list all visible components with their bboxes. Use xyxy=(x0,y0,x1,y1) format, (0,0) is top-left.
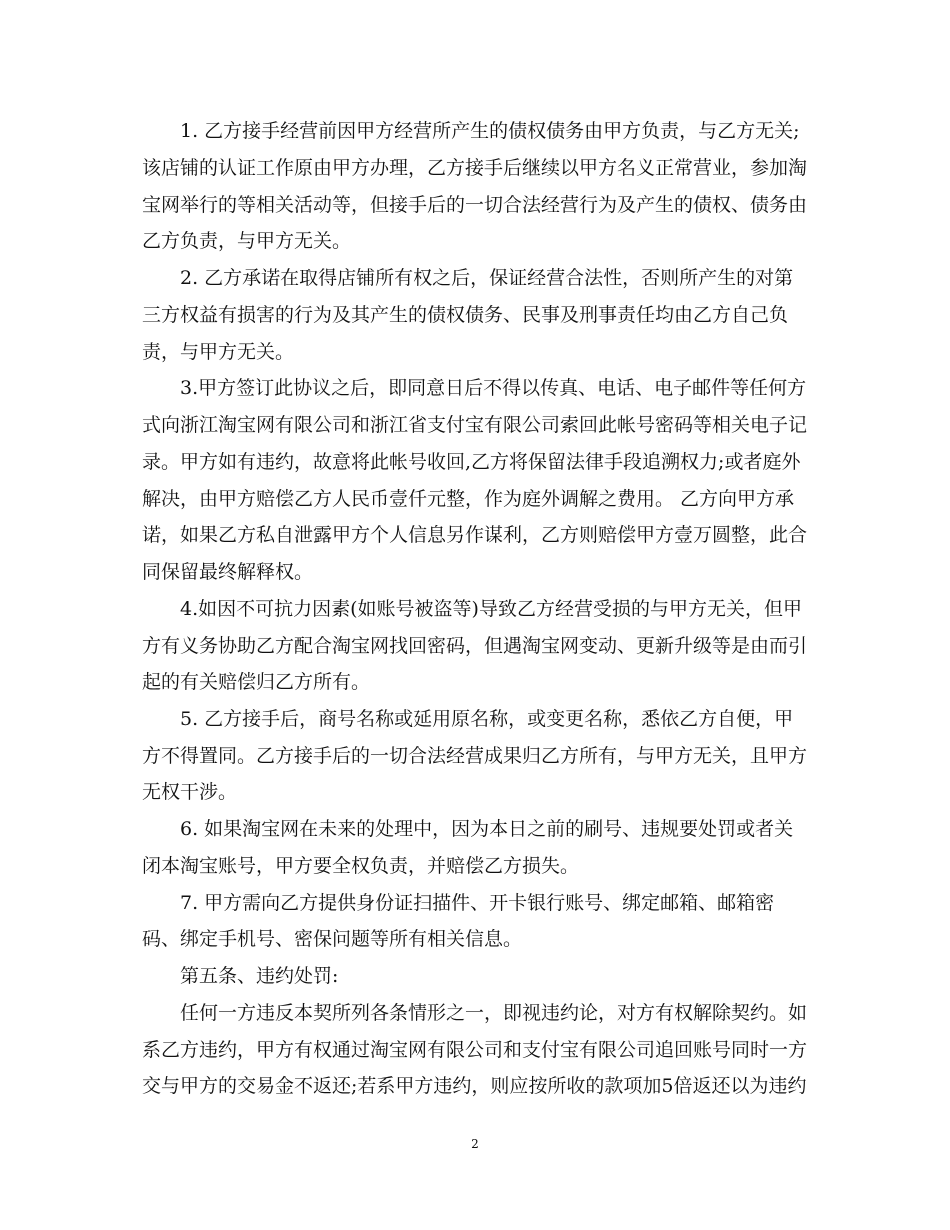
text-line: 起的有关赔偿归乙方所有。 xyxy=(142,671,371,693)
text-line: 闭本淘宝账号，甲方要全权负责，并赔偿乙方损失。 xyxy=(142,855,580,877)
text-line: 交与甲方的交易金不返还;若系甲方违约，则应按所收的款项加5倍返还以为违约 xyxy=(142,1075,807,1097)
text-line: 系乙方违约，甲方有权通过淘宝网有限公司和支付宝有限公司追回账号同时一方 xyxy=(142,1039,808,1061)
text-line: 6. 如果淘宝网在未来的处理中，因为本日之前的刷号、违规要处罚或者关 xyxy=(180,818,794,840)
text-line: 7. 甲方需向乙方提供身份证扫描件、开卡银行账号、绑定邮箱、邮箱密 xyxy=(180,892,775,914)
text-line: 乙方负责，与甲方无关。 xyxy=(142,230,352,252)
text-line: 无权干涉。 xyxy=(142,781,238,803)
text-line: 式向浙江淘宝网有限公司和浙江省支付宝有限公司索回此帐号密码等相关电子记 xyxy=(142,414,808,436)
text-line: 解决，由甲方赔偿乙方人民币壹仟元整，作为庭外调解之费用。 乙方向甲方承 xyxy=(142,488,795,510)
text-line: 3.甲方签订此协议之后，即同意日后不得以传真、电话、电子邮件等任何方 xyxy=(180,377,807,399)
text-line: 4.如因不可抗力因素(如账号被盗等)导致乙方经营受损的与甲方无关，但甲 xyxy=(180,598,802,620)
text-line: 5. 乙方接手后，商号名称或延用原名称，或变更名称，悉依乙方自便，甲 xyxy=(180,708,794,730)
text-line: 责，与甲方无关。 xyxy=(142,341,295,363)
page-number: 2 xyxy=(471,1137,479,1151)
text-line: 1. 乙方接手经营前因甲方经营所产生的债权债务由甲方负责，与乙方无关; xyxy=(180,120,800,142)
text-line: 码、绑定手机号、密保问题等所有相关信息。 xyxy=(142,928,523,950)
text-line: 宝网举行的等相关活动等，但接手后的一切合法经营行为及产生的债权、债务由 xyxy=(142,194,808,216)
text-line: 方不得置同。乙方接手后的一切合法经营成果归乙方所有，与甲方无关，且甲方 xyxy=(142,745,808,767)
text-line: 该店铺的认证工作原由甲方办理，乙方接手后继续以甲方名义正常营业，参加淘 xyxy=(142,157,808,179)
text-line: 录。甲方如有违约，故意将此帐号收回,乙方将保留法律手段追溯权力;或者庭外 xyxy=(142,451,801,473)
text-line: 诺，如果乙方私自泄露甲方个人信息另作谋利，乙方则赔偿甲方壹万圆整，此合 xyxy=(142,524,808,546)
section-heading: 第五条、违约处罚: xyxy=(180,965,339,987)
text-line: 方有义务协助乙方配合淘宝网找回密码，但遇淘宝网变动、更新升级等是由而引 xyxy=(142,635,808,657)
text-line: 任何一方违反本契所列各条情形之一，即视违约论，对方有权解除契约。如 xyxy=(180,1002,808,1024)
text-line: 2. 乙方承诺在取得店铺所有权之后，保证经营合法性，否则所产生的对第 xyxy=(180,267,794,289)
text-line: 同保留最终解释权。 xyxy=(142,561,314,583)
text-line: 三方权益有损害的行为及其产生的债权债务、民事及刑事责任均由乙方自己负 xyxy=(142,304,789,326)
